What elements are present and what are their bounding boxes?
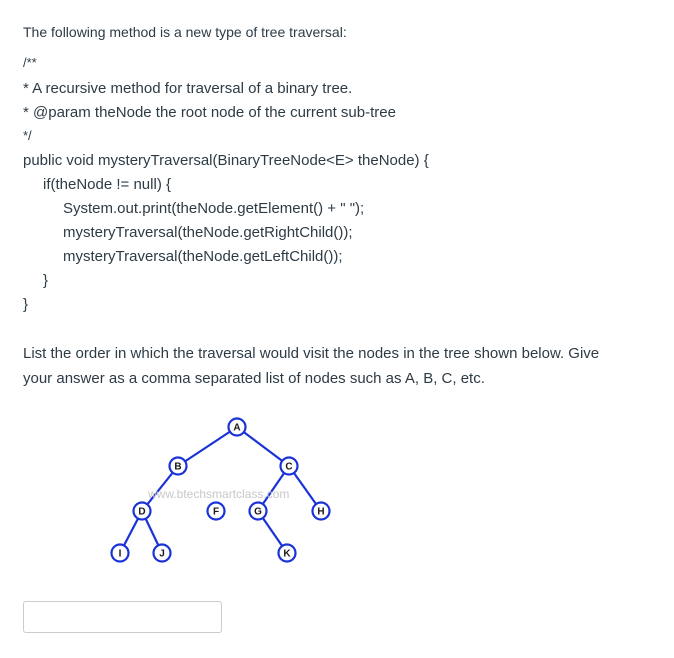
tree-watermark: www.btechsmartclass.com	[148, 487, 290, 501]
tree-node-label: C	[285, 461, 293, 473]
tree-node-label: K	[283, 548, 291, 560]
tree-node-b	[170, 458, 187, 475]
tree-node-label: G	[254, 506, 262, 518]
tree-node-i	[112, 545, 129, 562]
code-line-if: if(theNode != null) {	[43, 176, 171, 193]
tree-node-c	[281, 458, 298, 475]
tree-node-label: F	[212, 506, 220, 518]
code-line-recurse-right: mysteryTraversal(theNode.getRightChild());	[63, 224, 353, 241]
code-line-recurse-left: mysteryTraversal(theNode.getLeftChild());	[63, 248, 343, 265]
tree-node-d	[134, 503, 151, 520]
tree-node-label: B	[174, 461, 182, 473]
code-line-signature: public void mysteryTraversal(BinaryTreeNode<E> theNode) {	[23, 152, 429, 169]
tree-node-label: J	[159, 548, 165, 560]
tree-node-label: I	[118, 548, 122, 560]
edge-a-c	[237, 427, 289, 466]
tree-node-k	[279, 545, 296, 562]
question-prompt-line2: your answer as a comma separated list of nodes such as A, B, C, etc.	[23, 370, 485, 387]
code-line-doc-param: * @param theNode the root node of the current sub-tree	[23, 104, 396, 121]
code-line-comment-open: /**	[23, 55, 37, 70]
question-intro: The following method is a new type of tree traversal:	[23, 24, 347, 40]
code-line-print: System.out.print(theNode.getElement() + " ");	[63, 200, 365, 217]
code-line-if-close: }	[43, 272, 49, 289]
tree-node-h	[313, 503, 330, 520]
code-line-comment-close: */	[23, 128, 32, 143]
tree-node-j	[154, 545, 171, 562]
tree-node-a	[229, 419, 246, 436]
binary-tree-figure	[100, 410, 360, 570]
edge-a-b	[178, 427, 237, 466]
question-prompt-line1: List the order in which the traversal would visit the nodes in the tree shown below. Give	[23, 345, 600, 362]
tree-node-g	[250, 503, 267, 520]
tree-node-label: A	[233, 422, 241, 434]
tree-node-f	[208, 503, 225, 520]
tree-node-label: D	[138, 506, 146, 518]
answer-input[interactable]	[23, 601, 222, 633]
code-line-method-close: }	[23, 296, 29, 313]
tree-node-label: H	[317, 506, 325, 518]
code-line-doc-1: * A recursive method for traversal of a binary tree.	[23, 80, 353, 97]
